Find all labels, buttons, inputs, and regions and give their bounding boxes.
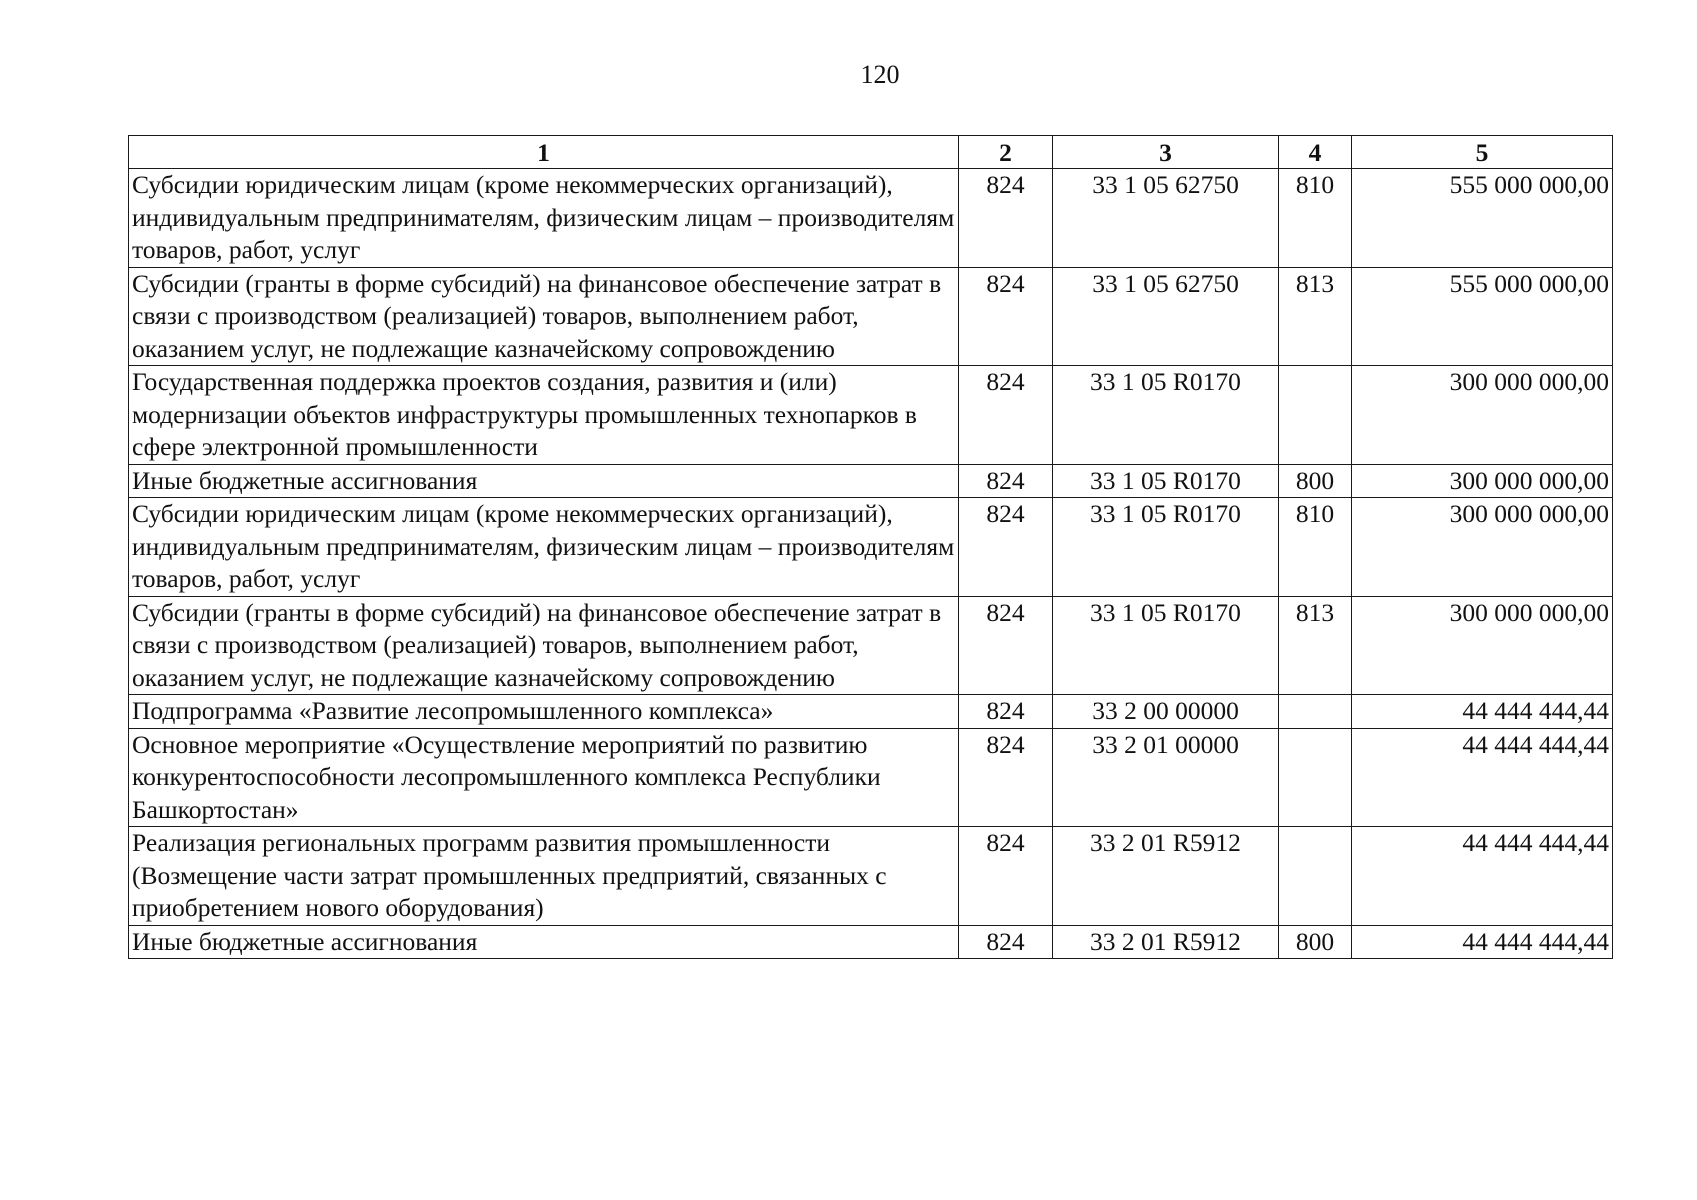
row-name-cell: Субсидии юридическим лицам (кроме некоммерческих организаций), индивидуальным предпринимателям, физическим лицам – производителям товаров, работ, услуг <box>129 498 959 597</box>
row-ministry-cell: 824 <box>959 728 1053 827</box>
row-name-cell: Субсидии юридическим лицам (кроме некоммерческих организаций), индивидуальным предпринимателям, физическим лицам – производителям товаров, работ, услуг <box>129 169 959 268</box>
row-amount-cell: 44 444 444,44 <box>1352 695 1613 729</box>
row-code-cell: 33 1 05 R0170 <box>1053 366 1279 465</box>
row-name-cell: Субсидии (гранты в форме субсидий) на финансовое обеспечение затрат в связи с производством (реализацией) товаров, выполнением работ, оказанием услуг, не подлежащие казначейскому сопровождению <box>129 596 959 695</box>
row-code-cell: 33 2 01 00000 <box>1053 728 1279 827</box>
row-amount-cell: 300 000 000,00 <box>1352 464 1613 498</box>
row-ministry-cell: 824 <box>959 464 1053 498</box>
row-name-cell: Субсидии (гранты в форме субсидий) на финансовое обеспечение затрат в связи с производством (реализацией) товаров, выполнением работ, оказанием услуг, не подлежащие казначейскому сопровождению <box>129 267 959 366</box>
row-ministry-cell: 824 <box>959 366 1053 465</box>
row-code-cell: 33 2 00 00000 <box>1053 695 1279 729</box>
header-cell-4: 4 <box>1279 136 1352 169</box>
table-row <box>129 728 1613 827</box>
row-code-cell: 33 2 01 R5912 <box>1053 925 1279 959</box>
table-row <box>129 498 1613 597</box>
row-amount-cell: 555 000 000,00 <box>1352 169 1613 268</box>
row-amount-cell: 44 444 444,44 <box>1352 827 1613 926</box>
row-amount-cell: 44 444 444,44 <box>1352 925 1613 959</box>
row-name-cell: Подпрограмма «Развитие лесопромышленного комплекса» <box>129 695 959 729</box>
row-amount-cell: 300 000 000,00 <box>1352 498 1613 597</box>
row-name-cell: Иные бюджетные ассигнования <box>129 925 959 959</box>
row-ministry-cell: 824 <box>959 925 1053 959</box>
table-row <box>129 169 1613 268</box>
row-ministry-cell: 824 <box>959 695 1053 729</box>
header-cell-1: 1 <box>129 136 959 169</box>
row-ministry-cell: 824 <box>959 267 1053 366</box>
row-type-cell: 800 <box>1279 925 1352 959</box>
row-code-cell: 33 1 05 R0170 <box>1053 498 1279 597</box>
header-row <box>129 136 1613 169</box>
table-row <box>129 827 1613 926</box>
row-type-cell <box>1279 695 1352 729</box>
row-amount-cell: 44 444 444,44 <box>1352 728 1613 827</box>
row-amount-cell: 555 000 000,00 <box>1352 267 1613 366</box>
table-row <box>129 695 1613 729</box>
row-code-cell: 33 1 05 62750 <box>1053 169 1279 268</box>
row-code-cell: 33 1 05 R0170 <box>1053 596 1279 695</box>
row-name-cell: Иные бюджетные ассигнования <box>129 464 959 498</box>
page-number: 120 <box>860 60 900 89</box>
row-name-cell: Государственная поддержка проектов создания, развития и (или) модернизации объектов инфраструктуры промышленных технопарков в сфере электронной промышленности <box>129 366 959 465</box>
row-ministry-cell: 824 <box>959 827 1053 926</box>
row-type-cell: 810 <box>1279 169 1352 268</box>
row-amount-cell: 300 000 000,00 <box>1352 596 1613 695</box>
row-type-cell <box>1279 366 1352 465</box>
table-row <box>129 267 1613 366</box>
table-row <box>129 366 1613 465</box>
row-name-cell: Реализация региональных программ развития промышленности (Возмещение части затрат промышленных предприятий, связанных с приобретением нового оборудования) <box>129 827 959 926</box>
row-type-cell <box>1279 827 1352 926</box>
budget-table <box>128 135 1613 959</box>
row-type-cell: 813 <box>1279 267 1352 366</box>
table-row <box>129 464 1613 498</box>
row-amount-cell: 300 000 000,00 <box>1352 366 1613 465</box>
row-code-cell: 33 1 05 R0170 <box>1053 464 1279 498</box>
row-name-cell: Основное мероприятие «Осуществление мероприятий по развитию конкурентоспособности лесопромышленного комплекса Республики Башкортостан» <box>129 728 959 827</box>
row-type-cell <box>1279 728 1352 827</box>
table-row <box>129 925 1613 959</box>
row-code-cell: 33 1 05 62750 <box>1053 267 1279 366</box>
header-cell-5: 5 <box>1352 136 1613 169</box>
table-row <box>129 596 1613 695</box>
row-code-cell: 33 2 01 R5912 <box>1053 827 1279 926</box>
header-cell-3: 3 <box>1053 136 1279 169</box>
row-type-cell: 800 <box>1279 464 1352 498</box>
row-ministry-cell: 824 <box>959 498 1053 597</box>
row-ministry-cell: 824 <box>959 596 1053 695</box>
row-ministry-cell: 824 <box>959 169 1053 268</box>
row-type-cell: 813 <box>1279 596 1352 695</box>
row-type-cell: 810 <box>1279 498 1352 597</box>
header-cell-2: 2 <box>959 136 1053 169</box>
